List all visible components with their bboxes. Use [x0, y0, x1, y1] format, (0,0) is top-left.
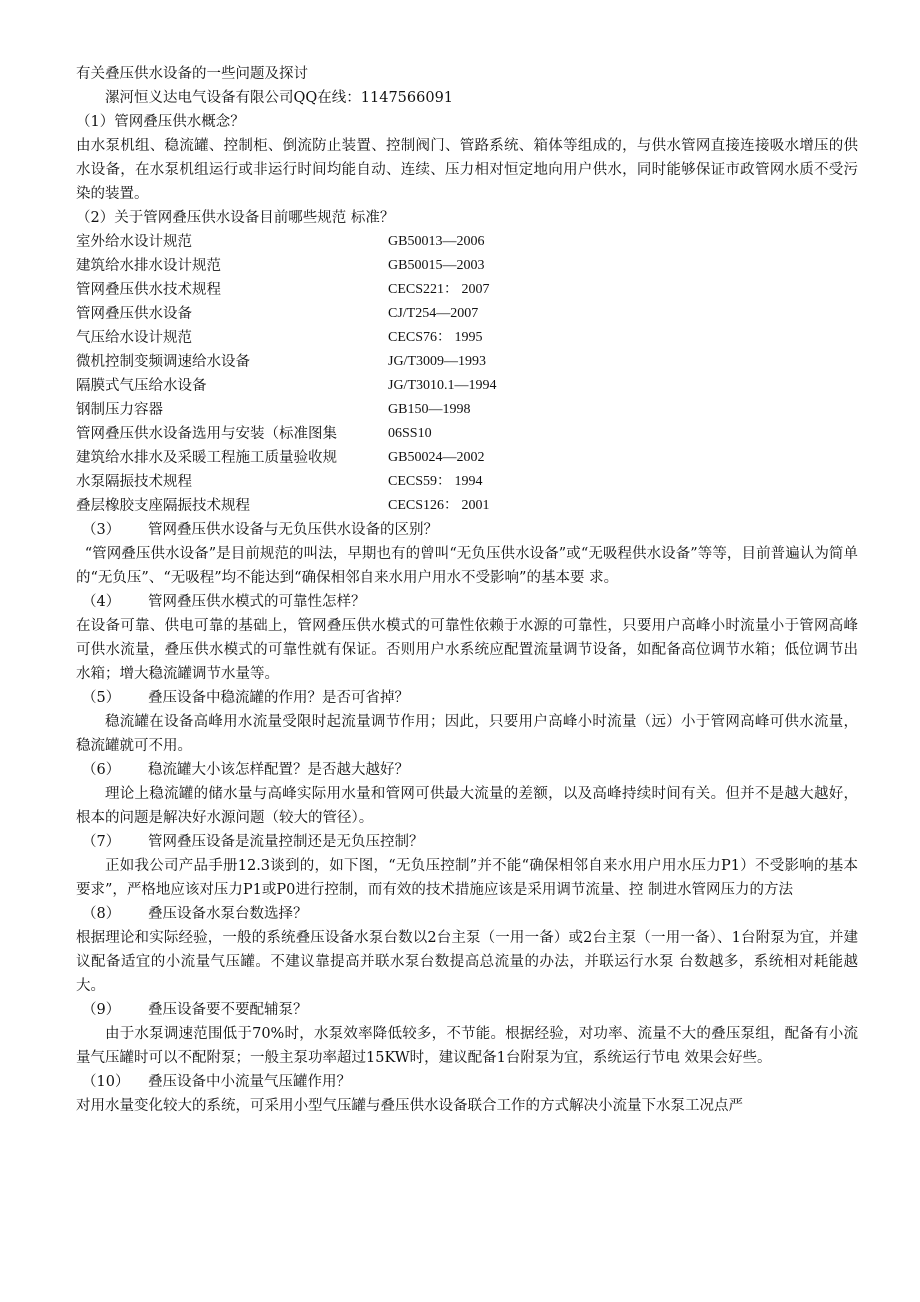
q4-body: 在设备可靠、供电可靠的基础上，管网叠压供水模式的可靠性依赖于水源的可靠性，只要用户高峰小时流量小于管网高峰可供水流量，叠压供水模式的可靠性就有保证。否则用户水系统应配置流量调节设备，如配备高位调节水箱；低位调节出水箱；增大稳流罐调节水量等。: [76, 618, 858, 682]
q2-heading: （2）关于管网叠压供水设备目前哪些规范 标准？: [76, 210, 395, 226]
q3-heading: [76, 518, 858, 542]
q8-heading-text: 叠压设备水泵台数选择？: [148, 906, 308, 922]
document-page: [76, 62, 858, 1118]
q1-heading: （1）管网叠压供水概念？: [76, 114, 245, 130]
document-title: 有关叠压供水设备的一些问题及探讨: [76, 66, 308, 82]
company-info: 漯河恒义达电气设备有限公司QQ在线：1147566091: [105, 90, 454, 106]
standard-row: [76, 446, 858, 470]
q3-body: “管网叠压供水设备”是目前规范的叫法，早期也有的曾叫“无负压供水设备”或“无吸程供水设备”等等，目前普遍认为简单的“无负压”、“无吸程”均不能达到“确保相邻自来水用户用水不受影响”的基本要 求。: [76, 546, 858, 586]
standard-row: [76, 470, 858, 494]
standard-code: CECS76： 1995: [388, 330, 483, 345]
standard-row: [76, 494, 858, 518]
q4-heading-text: 管网叠压供水模式的可靠性怎样？: [148, 594, 366, 610]
standard-code: CECS59： 1994: [388, 474, 483, 489]
q4-number: （4）: [82, 594, 121, 610]
standard-row: [76, 422, 858, 446]
q6-number: （6）: [82, 762, 121, 778]
q6-heading: [76, 758, 858, 782]
q8-body: 根据理论和实际经验，一般的系统叠压设备水泵台数以2台主泵（一用一备）或2台主泵（一用一备）、1台附泵为宜，并建议配备适宜的小流量气压罐。不建议靠提高并联水泵台数提高总流量的办法，并联运行水泵 台数越多，系统相对耗能越大。: [76, 930, 858, 994]
q3-number: （3）: [82, 522, 121, 538]
standard-name: 管网叠压供水设备: [76, 306, 192, 322]
standard-code: JG/T3010.1—1994: [388, 378, 497, 393]
q7-heading: [76, 830, 858, 854]
standard-code: CECS126： 2001: [388, 498, 490, 513]
standard-name: 建筑给水排水设计规范: [76, 258, 221, 274]
standard-name: 管网叠压供水技术规程: [76, 282, 221, 298]
standard-name: 气压给水设计规范: [76, 330, 192, 346]
standard-name: 室外给水设计规范: [76, 234, 192, 250]
q5-heading-text: 叠压设备中稳流罐的作用？是否可省掉？: [148, 690, 409, 706]
standard-code: GB50015—2003: [388, 258, 485, 273]
standard-name: 微机控制变频调速给水设备: [76, 354, 250, 370]
q10-heading: [76, 1070, 858, 1094]
standard-name: 管网叠压供水设备选用与安装（标准图集: [76, 426, 337, 442]
q1-body: 由水泵机组、稳流罐、控制柜、倒流防止装置、控制阀门、管路系统、箱体等组成的，与供水管网直接连接吸水增压的供水设备，在水泵机组运行或非运行时间均能自动、连续、压力相对恒定地向用户供水，同时能够保证市政管网水质不受污染的装置。: [76, 138, 858, 202]
q4-heading: [76, 590, 858, 614]
q5-body: 稳流罐在设备高峰用水流量受限时起流量调节作用；因此，只要用户高峰小时流量（远）小于管网高峰可供水流量，稳流罐就可不用。: [76, 714, 858, 754]
q9-number: （9）: [82, 1002, 121, 1018]
standard-name: 隔膜式气压给水设备: [76, 378, 207, 394]
standard-row: [76, 350, 858, 374]
standard-row: [76, 374, 858, 398]
standard-row: [76, 254, 858, 278]
standard-row: [76, 302, 858, 326]
standard-name: 钢制压力容器: [76, 402, 163, 418]
standard-name: 建筑给水排水及采暖工程施工质量验收规: [76, 450, 337, 466]
standard-code: CJ/T254—2007: [388, 306, 479, 321]
standards-list: [76, 230, 858, 518]
q5-heading: [76, 686, 858, 710]
standard-code: JG/T3009—1993: [388, 354, 486, 369]
q6-heading-text: 稳流罐大小该怎样配置？是否越大越好？: [148, 762, 409, 778]
q9-body: 由于水泵调速范围低于70%时，水泵效率降低较多，不节能。根据经验，对功率、流量不大的叠压泵组，配备有小流量气压罐时可以不配附泵；一般主泵功率超过15KW时，建议配备1台附泵为宜，系统运行节电 效果会好些。: [76, 1026, 858, 1066]
standard-code: GB50013—2006: [388, 234, 485, 249]
standard-row: [76, 398, 858, 422]
q7-number: （7）: [82, 834, 121, 850]
standard-code: GB150—1998: [388, 402, 471, 417]
standard-code: CECS221： 2007: [388, 282, 490, 297]
standard-name: 水泵隔振技术规程: [76, 474, 192, 490]
q10-body: 对用水量变化较大的系统，可采用小型气压罐与叠压供水设备联合工作的方式解决小流量下水泵工况点严: [76, 1098, 743, 1114]
standard-row: [76, 326, 858, 350]
q9-heading: [76, 998, 858, 1022]
standard-row: [76, 230, 858, 254]
q6-body: 理论上稳流罐的储水量与高峰实际用水量和管网可供最大流量的差额，以及高峰持续时间有关。但并不是越大越好，根本的问题是解决好水源问题（较大的管径）。: [76, 786, 858, 826]
q9-heading-text: 叠压设备要不要配辅泵？: [148, 1002, 308, 1018]
q8-number: （8）: [82, 906, 121, 922]
q5-number: （5）: [82, 690, 121, 706]
standard-code: 06SS10: [388, 426, 432, 441]
q8-heading: [76, 902, 858, 926]
q10-number: （10）: [82, 1074, 130, 1090]
standard-row: [76, 278, 858, 302]
q10-heading-text: 叠压设备中小流量气压罐作用？: [148, 1074, 351, 1090]
q3-heading-text: 管网叠压供水设备与无负压供水设备的区别？: [148, 522, 438, 538]
q7-body: 正如我公司产品手册12.3谈到的，如下图，“无负压控制”并不能“确保相邻自来水用户用水压力P1）不受影响的基本要求”，严格地应该对压力P1或P0进行控制，而有效的技术措施应该是采用调节流量、控 制进水管网压力的方法: [76, 858, 858, 898]
standard-code: GB50024—2002: [388, 450, 485, 465]
q7-heading-text: 管网叠压设备是流量控制还是无负压控制？: [148, 834, 424, 850]
standard-name: 叠层橡胶支座隔振技术规程: [76, 498, 250, 514]
